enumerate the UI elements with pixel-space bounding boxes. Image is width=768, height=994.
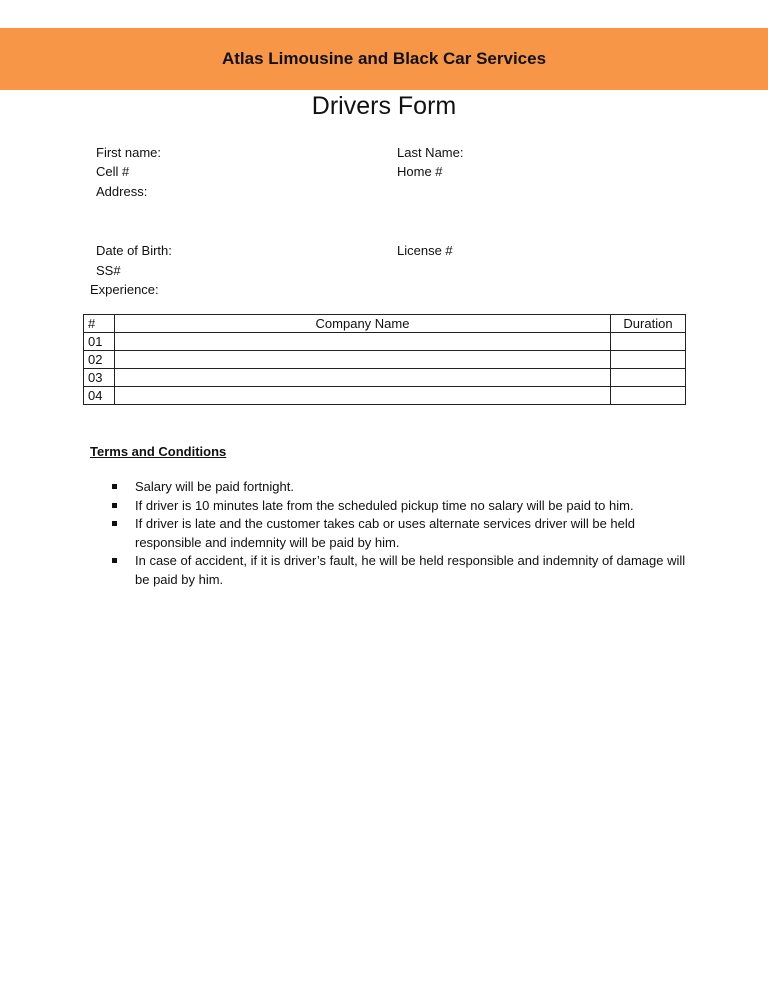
- company-cell[interactable]: [115, 333, 611, 351]
- company-cell[interactable]: [115, 351, 611, 369]
- col-duration-header: Duration: [611, 315, 686, 333]
- cell-label: Cell #: [96, 164, 130, 179]
- dob-label: Date of Birth:: [96, 243, 172, 258]
- square-bullet-icon: [112, 558, 117, 563]
- table-row: [84, 369, 686, 387]
- row-number: 04: [84, 387, 115, 405]
- row-number: 03: [84, 369, 115, 387]
- duration-cell[interactable]: [611, 369, 686, 387]
- table-header-row: [84, 315, 686, 333]
- row-number: 01: [84, 333, 115, 351]
- experience-table: [83, 314, 686, 405]
- col-number-header: #: [84, 315, 115, 333]
- ss-label: SS#: [96, 263, 121, 278]
- form-title: Drivers Form: [311, 92, 457, 120]
- square-bullet-icon: [112, 484, 117, 489]
- last-name-label: Last Name:: [397, 145, 464, 160]
- header-banner: [0, 28, 768, 90]
- list-item: [112, 515, 692, 552]
- square-bullet-icon: [112, 503, 117, 508]
- duration-cell[interactable]: [611, 351, 686, 369]
- list-item: [112, 552, 692, 589]
- term-text: Salary will be paid fortnight.: [135, 479, 294, 494]
- company-name: Atlas Limousine and Black Car Services: [221, 49, 547, 68]
- list-item: [112, 497, 692, 516]
- col-company-header: Company Name: [115, 315, 611, 333]
- first-name-label: First name:: [96, 145, 162, 160]
- table-row: [84, 333, 686, 351]
- company-cell[interactable]: [115, 369, 611, 387]
- table-row: [84, 387, 686, 405]
- duration-cell[interactable]: [611, 387, 686, 405]
- row-number: 02: [84, 351, 115, 369]
- license-label: License #: [397, 243, 453, 258]
- address-label: Address:: [96, 184, 148, 199]
- term-text: If driver is 10 minutes late from the scheduled pickup time no salary will be paid to him.: [135, 497, 634, 513]
- term-text: If driver is late and the customer takes cab or uses alternate services driver will be held responsible and indemnity will be paid by him.: [135, 516, 636, 550]
- company-cell[interactable]: [115, 387, 611, 405]
- home-label: Home #: [397, 164, 443, 179]
- duration-cell[interactable]: [611, 333, 686, 351]
- term-text: In case of accident, if it is driver’s fault, he will be held responsible and indemnity of damage will be paid by him.: [135, 553, 686, 587]
- terms-list: [112, 478, 692, 589]
- experience-label: Experience:: [90, 282, 159, 297]
- table-row: [84, 351, 686, 369]
- square-bullet-icon: [112, 521, 117, 526]
- terms-heading: Terms and Conditions: [90, 444, 227, 459]
- list-item: [112, 478, 692, 497]
